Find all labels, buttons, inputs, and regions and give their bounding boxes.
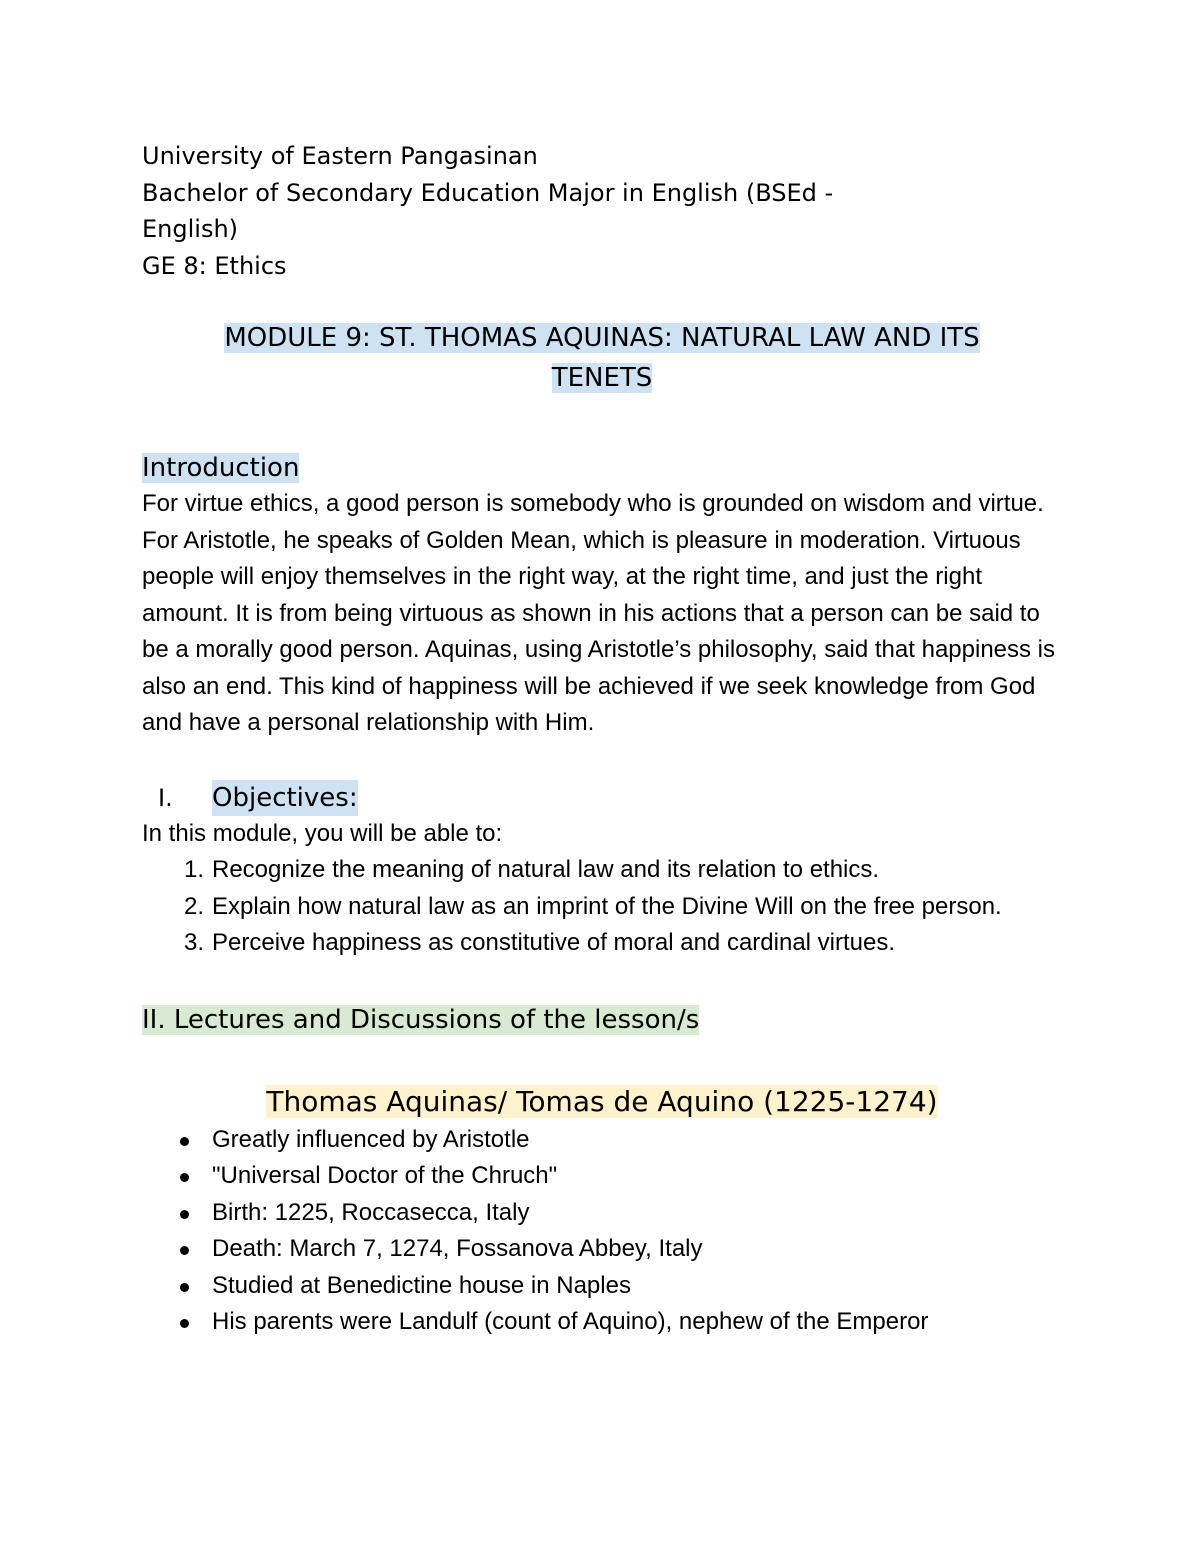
list-item-number: 2. [183,892,204,920]
list-item [142,1268,1062,1305]
objectives-list [142,852,1062,962]
program-line-2: English) [142,215,239,243]
bullet-icon [142,1231,212,1268]
list-item-text: Greatly influenced by Aristotle [212,1125,530,1153]
list-item [142,1122,1062,1159]
objectives-heading-text: Objectives: [212,780,358,816]
list-item [142,1231,1062,1268]
aquinas-title [142,1082,1062,1122]
module-title-line-2: TENETS [551,363,653,393]
bullet-icon [142,1158,212,1195]
lectures-heading-text: II. Lectures and Discussions of the lesson/s [142,1004,700,1035]
bullet-icon [142,1268,212,1305]
program-line-1: Bachelor of Secondary Education Major in English (BSEd - [142,178,834,207]
list-item [142,1158,1062,1195]
list-item-number: 1. [183,856,204,883]
list-item-number: 3. [183,929,204,956]
list-item [142,889,1062,926]
aquinas-title-text: Thomas Aquinas/ Tomas de Aquino (1225-1274) [266,1084,938,1118]
list-item-text: "Universal Doctor of the Chruch" [212,1162,558,1189]
introduction-heading [142,450,1062,486]
document-page [142,138,1062,1341]
objectives-lead: In this module, you will be able to: [142,819,503,847]
bullet-icon [142,1195,212,1232]
list-item-text: Studied at Benedictine house in Naples [212,1271,631,1299]
list-item [142,1304,1062,1341]
module-title-line-1: MODULE 9: ST. THOMAS AQUINAS: NATURAL LAW AND ITS [224,323,980,353]
list-item-text: Recognize the meaning of natural law and its relation to ethics. [212,856,880,883]
bullet-icon [142,1122,212,1159]
list-item [142,852,1062,889]
list-item-text: Birth: 1225, Roccasecca, Italy [212,1198,530,1226]
list-item-text: Death: March 7, 1274, Fossanova Abbey, Italy [212,1235,703,1262]
objectives-heading [142,780,1062,816]
list-item [142,1195,1062,1232]
module-title [142,318,1062,398]
list-item-text: Explain how natural law as an imprint of the Divine Will on the free person. [212,892,1002,920]
objectives-numeral: I. [158,783,173,812]
lectures-heading [142,1002,1062,1038]
list-item-text: Perceive happiness as constitutive of moral and cardinal virtues. [212,929,896,956]
introduction-body: For virtue ethics, a good person is somebody who is grounded on wisdom and virtue. For Aristotle, he speaks of Golden Mean, which is pleasure in moderation. Virtuous people will enjoy themselves in the right way, at the right time, and just the right amount. It is from being virtuous as shown in his actions that a person can be said to be a morally good person. Aquinas, using Aristotle’s philosophy, said that happiness is also an end. This kind of happiness will be achieved if we seek knowledge from God and have a personal relationship with Him. [142,490,1056,736]
aquinas-bullet-list [142,1122,1062,1341]
bullet-icon [142,1304,212,1341]
list-item-text: His parents were Landulf (count of Aquino), nephew of the Emperor [212,1308,929,1335]
course-name: GE 8: Ethics [142,251,287,280]
introduction-heading-text: Introduction [142,453,300,483]
list-item [142,925,1062,962]
university-name: University of Eastern Pangasinan [142,142,538,170]
